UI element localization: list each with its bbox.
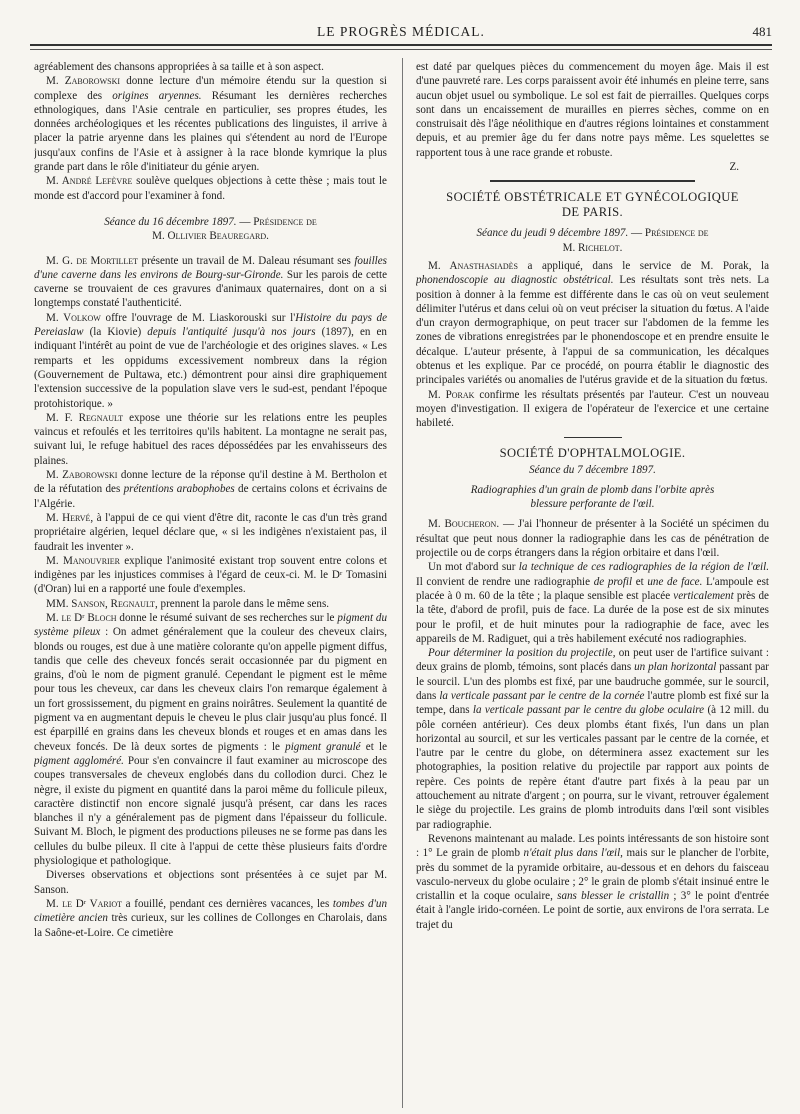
author-name: M. Boucheron.: [428, 518, 500, 531]
paragraph: M. Zaborowski donne lecture d'un mémoire étendu sur la question si complexe des origines aryennes. Résumant les dernières recherches ethnologiques, dans l'Asie centrale en particulier, ses propres études, les données archéologiques et les récentes publications des linguistes, il arrive à placer la patrie aryenne dans les plaines qui s'étendent au nord de l'Europe jusqu'aux confins de l'Asie et à assigner à la race blonde kymrique la plus grande part dans le rôle d'initiateur du génie aryen.: [34, 75, 387, 174]
author-name: M. Porak: [428, 388, 475, 401]
paragraph: M. Boucheron. — J'ai l'honneur de présenter à la Société un spécimen du résultat que peut nous donner la radiographie dans les cas de pénétration de projectile ou de corps étrangers dans la région orbitaire et dans l'œil.: [416, 518, 769, 560]
society-heading: SOCIÉTÉ D'OPHTALMOLOGIE.: [499, 445, 686, 460]
column-divider: [402, 58, 403, 1108]
author-name: M. Anasthasiadès: [428, 259, 518, 272]
session-heading: Séance du 7 décembre 1897.: [529, 463, 656, 476]
session-president: M. Richelot.: [562, 241, 623, 254]
author-name: M. Zaborowski: [46, 469, 118, 482]
header-rule: [30, 44, 772, 46]
society-heading: SOCIÉTÉ OBSTÉTRICALE ET GYNÉCOLOGIQUE DE PARIS.: [446, 190, 739, 220]
author-name: M. le Dʳ Variot: [46, 897, 123, 910]
author-name: MM. Sanson, Regnault: [46, 597, 155, 610]
paragraph: M. André Lefèvre soulève quelques objections à cette thèse ; mais tout le monde est d'accord pour l'examiner à fond.: [34, 175, 387, 202]
paragraph: Pour déterminer la position du projectile, on peut user de l'artifice suivant : deux grains de plomb, témoins, sont placés dans un plan horizontal passant par le sourcil. L'un des plombs est fixé, par une baudruche gommée, sur le sourcil, dans la verticale passant par le centre de la cornée l'autre plomb est fixé sur la tempe, dans la verticale passant par le centre du globe oculaire (à 12 mill. du pôle cornéen antérieur). Ces deux plombs étant fixés, l'un dans un plan horizontal au sourcil, et sur les verticales passant par le centre de la cornée, et l'autre par le centre du globe, on déterminera assez exactement sur les photographies, la position relative du projectile par rapport aux points de repère. Ces points de repère étant d'autre part fixés à la peau par un attouchement au nitrate d'argent ; on pourra, sur le vivant, retrouver également le siège du projectile. Les grains de plomb introduits dans l'œil sont visibles par radiographie.: [416, 647, 769, 831]
session-heading: Séance du jeudi 9 décembre 1897. — Présidence de: [476, 227, 709, 240]
author-name: M. F. Regnault: [46, 411, 124, 424]
article-subtitle: Radiographies d'un grain de plomb dans l'orbite après blessure perforante de l'œil.: [470, 483, 715, 511]
author-name: M. Hervé: [46, 511, 91, 524]
right-column: [416, 60, 769, 1106]
signature-line: [416, 160, 769, 174]
session-president: M. Ollivier Beauregard.: [152, 230, 269, 243]
paragraph: M. Hervé, à l'appui de ce qui vient d'être dit, raconte le cas d'un très grand propriétaire algérien, lequel déclare que, « si les indigènes n'existaient pas, il faudrait les inventer ».: [34, 511, 387, 553]
paragraph: M. Anasthasiadès a appliqué, dans le service de M. Porak, la phonendoscopie au diagnostic obstétrical. Les résultats sont très nets. La position à donner à la femme est différente dans le cas où on veut seulement délimiter l'utérus et dans celui où on veut préciser la situation du fœtus. A l'aide d'un crayon dermographique, on peut tracer sur l'abdomen de la femme les zones de vibrations enregistrées par le phonendoscope et en prendre ensuite le décalque. L'auteur présente, à l'appui de sa communication, les décalques obtenus et les explique. Par ce procédé, on pourra établir le diagnostic des principales variétés ou anomalies de l'utérus gravide et de la situation du fœtus.: [416, 259, 769, 387]
section-rule: [564, 437, 622, 438]
paragraph: M. Porak confirme les résultats présentés par l'auteur. C'est un nouveau moyen d'investigation. Il exigera de l'opérateur de l'exercice et une certaine habileté.: [416, 388, 769, 430]
author-name: M. Zaborowski: [46, 75, 121, 88]
paragraph: MM. Sanson, Regnault, prennent la parole dans le même sens.: [46, 597, 330, 610]
session-heading: Séance du 16 décembre 1897. — Présidence de: [104, 215, 317, 228]
author-name: M. André Lefèvre: [46, 175, 133, 188]
paragraph: M. Volkow offre l'ouvrage de M. Liaskorouski sur l'Histoire du pays de Pereiaslaw (la Kiovie) depuis l'antiquité jusqu'à nos jours (1897), en en indiquant l'intérêt au point de vue de l'archéologie et des origines slaves. « Les remparts et les oppidums excessivement nombreux dans la région (Gouvernement de Pultawa, etc.) démontrent pour ainsi dire graphiquement l'extension successive de la population slave vers le sud-est, pendant l'époque protohistorique. »: [34, 311, 387, 410]
paragraph: agréablement des chansons appropriées à sa taille et à son aspect.: [34, 61, 324, 73]
author-name: M. le Dʳ Bloch: [46, 611, 117, 624]
paragraph: Un mot d'abord sur la technique de ces radiographies de la région de l'œil. Il convient de rendre une radiographie de profil et une de face. L'ampoule est placée à 0 m. 60 de la tête ; la plaque sensible est placée verticalement près de la tête, d'abord de profil, puis de face. La durée de la pose est de six minutes pour le profil, et de huit minutes pour la radiographie de face, avec les appareils de M. Radiguet, qui a très habilement exécuté nos radiographies.: [416, 561, 769, 645]
signature: Z.: [729, 161, 739, 174]
author-name: M. Manouvrier: [46, 554, 120, 567]
author-name: M. Volkow: [46, 311, 101, 324]
paragraph: M. le Dʳ Bloch donne le résumé suivant de ses recherches sur le pigment du système pileux : On admet généralement que la couleur des cheveux clairs, blonds ou rouges, est due à une matière colorante qu'on appelle pigment diffus, tandis que celle des cheveux foncés serait occasionnée par du pigment en grains, d'où le nom de pigment granulé. Cependant le pigment est le même pour tous les cheveux, car dans les cheveux clairs l'on remarque également à un fort grossissement, du pigment en grains noirâtres. Seulement la quantité de pigment va en augmentant depuis le cheveu le plus clair jusqu'au plus foncé. Il est éparpillé en grains dans les cheveux blonds et rouges et en amas dans les cheveux foncés. De là deux sortes de pigments : le pigment granulé et le pigment aggloméré. Pour s'en convaincre il faut examiner au microscope des coupes transversales de cheveux englobés dans du collodion durci. Chez le nègre, il existe du pigment en quantité dans la paroi même du follicule pileux, caractère distinctif non encore signalé jusqu'à présent, car dans les races blanches il n'y a généralement pas de pigment dans l'épaisseur du follicule. Suivant M. Bloch, le pigment des productions pileuses ne se forme pas dans les cellules du bulbe pileux. Il cite à l'appui de cette thèse plusieurs faits d'ordre physiologique et pathologique.: [34, 611, 387, 868]
paragraph: M. F. Regnault expose une théorie sur les relations entre les peuples vaincus et refoulés et les territoires qu'ils habitent. La montagne ne serait pas, suivant lui, le refuge habituel des races dépossédées par les envahisseurs des plaines.: [34, 411, 387, 467]
section-rule: [490, 180, 695, 182]
paragraph: M. Zaborowski donne lecture de la réponse qu'il destine à M. Bertholon et de la réfutation des prétentions arabophobes de certains colons et écrivains de l'Algérie.: [34, 469, 387, 510]
left-column: [34, 60, 387, 1106]
paragraph: M. Manouvrier explique l'animosité existant trop souvent entre colons et indigènes par les injustices commises à l'égard de ceux-ci. M. le Dʳ Tomasini (d'Oran) lui en a rapporté une foule d'exemples.: [34, 554, 387, 596]
paragraph: M. G. de Mortillet présente un travail de M. Daleau résumant ses fouilles d'une caverne dans les environs de Bourg-sur-Gironde. Sur les parois de cette caverne se trouvaient de ces gravures d'animaux quaternaires, dont on a si longtemps constaté l'authenticité.: [34, 254, 387, 310]
journal-title: LE PROGRÈS MÉDICAL.: [317, 24, 485, 39]
page-number: 481: [752, 24, 772, 39]
paragraph: Diverses observations et objections sont présentées à ce sujet par M. Sanson.: [34, 869, 387, 896]
paragraph: Revenons maintenant au malade. Les points intéressants de son histoire sont : 1° Le grain de plomb n'était plus dans l'œil, mais sur le plancher de l'orbite, près du sommet de la pyramide orbitaire, au-dessous et en dehors du faisceau vasculo-nerveux du globe oculaire ; 2° le grain de plomb s'était insinué entre le cristallin et la coque oculaire, sans blesser le cristallin ; 3° le point d'entrée était à l'angle irido-cornéen. Le point de sortie, aux environs de l'ora serrata. Le trajet du: [416, 832, 769, 931]
paragraph: est daté par quelques pièces du commencement du moyen âge. Mais il est d'une pauvreté rare. Les corps paraissent avoir été inhumés en pleine terre, sans aucun objet usuel ou symbolique. Le sol est fait de pierrailles. Quelques corps sont dans un encaissement de murailles en pierres sèches, comme on en construisait dès l'âge néolithique en d'autres régions lointaines et constamment depuis, et au premier âge du fer dans notre pays même. Les squelettes se rapportent tous à une race grande et robuste.: [416, 61, 769, 159]
author-name: M. G. de Mortillet: [46, 254, 139, 267]
header-rule-thin: [30, 49, 772, 50]
running-header: [30, 22, 772, 42]
paragraph: M. le Dʳ Variot a fouillé, pendant ces dernières vacances, les tombes d'un cimetière ancien très curieux, sur les collines de Collonges en Charolais, dans la Saône-et-Loire. Ce cimetière: [34, 897, 387, 939]
